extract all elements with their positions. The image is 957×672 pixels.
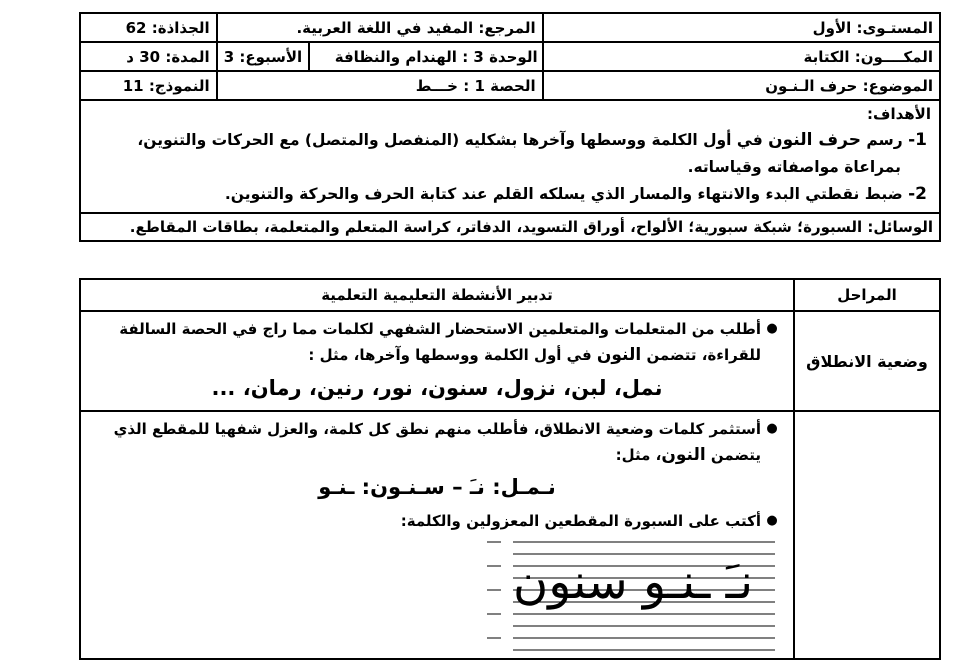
objective-1-number: 1- xyxy=(908,130,927,150)
launch-emphasis: النون xyxy=(596,345,642,365)
duration-cell xyxy=(80,42,217,71)
level-label: المستـوى: xyxy=(856,18,933,37)
objective-2-number: 2- xyxy=(908,184,927,204)
objective-2 xyxy=(89,181,931,208)
second-activities xyxy=(80,411,794,659)
stages-header: المراحل xyxy=(794,279,940,311)
unit-cell xyxy=(309,42,542,71)
isolate-bullet xyxy=(91,416,783,468)
split-example: نـمـل: نـَ – سـنـون: ـنـو xyxy=(318,475,556,499)
model-cell xyxy=(80,71,217,100)
objectives-title: الأهداف: xyxy=(867,105,931,123)
isolate-text-a: أستثمر كلمات وضعية الانطلاق، فأطلب منهم نطق كل كلمة، والعزل شفهيا للمقطع الذي يتضمن xyxy=(113,420,761,464)
duration-label: المدة: xyxy=(165,47,210,66)
isolate-emphasis: النون xyxy=(661,445,706,465)
bullet-dot-icon: ● xyxy=(766,421,778,436)
reference-label: المرجع: xyxy=(478,18,536,37)
sheet-label: الجذاذة: xyxy=(151,18,210,37)
bullet-dot-icon: ● xyxy=(766,321,778,336)
topic-value: حرف الـنـون xyxy=(765,76,858,95)
bullet-dot-icon: ● xyxy=(766,513,778,528)
level-value: الأول xyxy=(812,18,852,37)
board-writing-grid xyxy=(483,536,783,654)
launch-examples: نمل، لبن، نزول، سنون، نور، رنين، رمان، ... xyxy=(211,376,663,400)
launch-text-b: في أول الكلمة ووسطها وآخرها، مثل : xyxy=(308,346,592,364)
launch-bullet xyxy=(91,316,783,368)
week-cell xyxy=(217,42,310,71)
header-table xyxy=(79,12,941,242)
week-value: 3 xyxy=(223,47,235,66)
topic-cell xyxy=(543,71,940,100)
objective-1 xyxy=(89,127,931,154)
reference-cell xyxy=(217,13,543,42)
stage-launch: وضعية الانطلاق xyxy=(794,311,940,411)
write-bullet-text: أكتب على السبورة المقطعين المعزولين والكلمة: xyxy=(400,512,761,530)
isolate-text-b: ، مثل: xyxy=(615,446,662,464)
week-label: الأسبوع: xyxy=(239,47,303,66)
objective-1-continuation: بمراعاة مواصفاته وقياساته. xyxy=(687,158,901,176)
isolate-bullet-text xyxy=(91,416,761,468)
session-label: الحصة 1 : xyxy=(463,76,536,95)
model-label: النموذج: xyxy=(148,76,210,95)
objective-1-text-b: في أول الكلمة ووسطها وآخرها بشكليه (المنفصل والمتصل) مع الحركات والتنوين، xyxy=(137,131,763,149)
launch-activities xyxy=(80,311,794,411)
session-cell xyxy=(217,71,543,100)
sheet-value: 62 xyxy=(125,18,147,37)
launch-bullet-text xyxy=(91,316,761,368)
sheet-cell xyxy=(80,13,217,42)
stage-second xyxy=(794,411,940,659)
objective-1-text-a: رسم xyxy=(866,131,903,149)
duration-value: 30 د xyxy=(126,47,161,66)
component-label: المكــــون: xyxy=(854,47,933,66)
session-value: خـــط xyxy=(415,76,458,95)
model-value: 11 xyxy=(122,76,144,95)
objective-2-text: ضبط نقطتي البدء والانتهاء والمسار الذي يسلكه القلم عند كتابة الحرف والحركة والتنوين. xyxy=(224,185,903,203)
means-cell: الوسائل: السبورة؛ شبكة سبورية؛ الألواح، أوراق التسويد، الدفاتر، كراسة المتعلم والمتعلمة، بطاقات المقاطع. xyxy=(80,213,940,241)
objective-1-emphasis: حرف النون xyxy=(768,130,861,150)
activities-header: تدبير الأنشطة التعليمية التعلمية xyxy=(80,279,794,311)
objectives-cell xyxy=(80,100,940,213)
launch-text-a: أطلب من المتعلمات والمتعلمين الاستحضار الشفهي لكلمات مما راج في الحصة السالفة للقراءة، تتضمن xyxy=(119,320,761,364)
activities-table xyxy=(79,278,941,660)
unit-label: الوحدة 3 : xyxy=(462,47,538,66)
reference-value: المفيد في اللغة العربية. xyxy=(296,18,474,37)
component-cell xyxy=(543,42,940,71)
topic-label: الموضوع: xyxy=(862,76,933,95)
level-cell xyxy=(543,13,940,42)
write-bullet xyxy=(91,508,783,534)
unit-value: الهندام والنظافة xyxy=(334,47,457,66)
writing-sample: نـَ ـنـو سنون xyxy=(512,554,754,610)
component-value: الكتابة xyxy=(803,47,850,66)
